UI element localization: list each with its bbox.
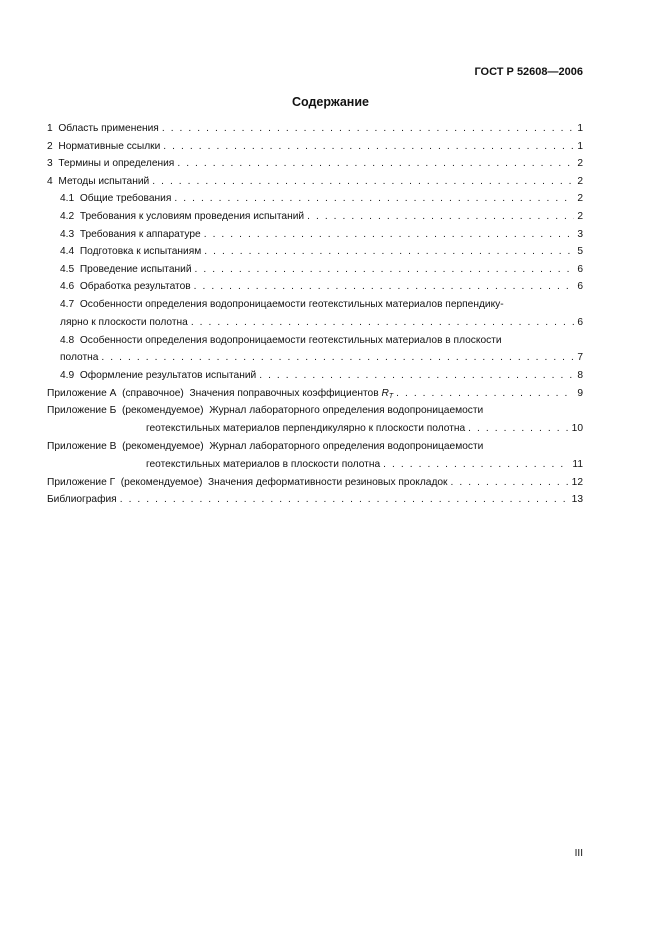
toc-num: 4.8 <box>60 334 75 346</box>
appendix-label: Приложение Г <box>47 476 116 488</box>
toc-text: Проведение испытаний <box>79 263 192 275</box>
page-number: III <box>574 848 583 859</box>
leader-dots <box>204 226 575 244</box>
toc-page: 6 <box>577 281 583 293</box>
toc-page: 8 <box>577 370 583 382</box>
toc-num: 4.1 <box>60 193 75 205</box>
toc-num: 4 <box>47 175 53 187</box>
leader-dots <box>383 456 569 474</box>
toc-num: 4.6 <box>60 281 75 293</box>
leader-dots <box>195 261 575 279</box>
bibliography-entry[interactable] <box>47 491 583 509</box>
toc-page: 10 <box>571 422 583 434</box>
toc-text-continued: полотна <box>60 352 99 364</box>
toc-num: 4.2 <box>60 210 75 222</box>
toc-num: 3 <box>47 158 53 170</box>
page-title: Содержание <box>291 95 369 109</box>
appendix-text: Значения деформативности резиновых прокладок <box>208 476 448 488</box>
appendix-kind: (рекомендуемое) <box>122 440 204 452</box>
toc-entry[interactable] <box>47 278 583 296</box>
toc-num: 4.7 <box>60 298 75 310</box>
appendix-entry[interactable] <box>47 474 583 492</box>
toc-entry[interactable] <box>47 138 583 156</box>
toc-text: Оформление результатов испытаний <box>79 370 257 382</box>
appendix-label: Приложение А <box>47 387 117 399</box>
toc-entry[interactable] <box>47 226 583 244</box>
toc-page: 5 <box>577 246 583 258</box>
toc-text: Обработка результатов <box>79 281 191 293</box>
toc-page: 7 <box>577 352 583 364</box>
toc-page: 2 <box>577 158 583 170</box>
leader-dots <box>152 173 574 191</box>
toc-page: 2 <box>577 193 583 205</box>
toc-entry[interactable] <box>47 155 583 173</box>
toc-text: Особенности определения водопроницаемости геотекстильных материалов в плоскости <box>79 334 502 346</box>
leader-dots <box>451 474 569 492</box>
document-header: ГОСТ Р 52608—2006 <box>474 66 583 78</box>
toc-num: 4.9 <box>60 370 75 382</box>
leader-dots <box>163 138 574 156</box>
toc-text: Область применения <box>58 123 159 134</box>
toc-num: 4.4 <box>60 246 75 258</box>
appendix-kind: (рекомендуемое) <box>120 476 203 488</box>
leader-dots <box>468 420 569 438</box>
leader-dots <box>174 190 574 208</box>
appendix-label: Приложение В <box>47 440 117 452</box>
leader-dots <box>177 155 574 173</box>
toc-entry[interactable] <box>47 367 583 385</box>
toc-num: 1 <box>47 123 53 134</box>
table-of-contents <box>47 120 583 509</box>
toc-entry[interactable] <box>47 261 583 279</box>
appendix-text: Значения поправочных коэффициентов <box>189 387 382 399</box>
toc-text: Общие требования <box>79 193 172 205</box>
toc-page: 12 <box>571 476 583 488</box>
bibliography-text: Библиография <box>47 494 117 506</box>
toc-entry[interactable] <box>47 120 583 138</box>
toc-text-continued: лярно к плоскости полотна <box>60 316 188 328</box>
toc-text: Особенности определения водопроницаемости геотекстильных материалов перпендику- <box>79 298 504 310</box>
toc-text: Нормативные ссылки <box>58 140 161 152</box>
leader-dots <box>120 491 569 509</box>
appendix-entry[interactable] <box>47 385 583 403</box>
toc-entry[interactable] <box>47 243 583 261</box>
appendix-entry[interactable] <box>47 438 583 474</box>
appendix-text: Журнал лабораторного определения водопроницаемости <box>209 440 484 452</box>
symbol-subscript: T <box>388 392 394 400</box>
toc-num: 2 <box>47 140 53 152</box>
toc-text: Термины и определения <box>58 158 175 170</box>
leader-dots <box>396 385 574 403</box>
toc-entry[interactable] <box>47 332 583 368</box>
toc-page: 2 <box>577 175 583 187</box>
appendix-kind: (рекомендуемое) <box>121 405 204 417</box>
leader-dots <box>194 278 575 296</box>
appendix-entry[interactable] <box>47 402 583 438</box>
leader-dots <box>204 243 574 261</box>
symbol-r: R <box>381 387 389 399</box>
toc-entry[interactable] <box>47 208 583 226</box>
toc-text: Требования к аппаратуре <box>79 228 201 240</box>
toc-page: 11 <box>572 458 583 470</box>
leader-dots <box>307 208 574 226</box>
appendix-kind: (справочное) <box>122 387 184 399</box>
leader-dots <box>259 367 574 385</box>
toc-text: Подготовка к испытаниям <box>79 246 202 258</box>
toc-text: Методы испытаний <box>58 175 150 187</box>
appendix-text-continued: геотекстильных материалов перпендикулярно к плоскости полотна <box>146 422 466 434</box>
leader-dots <box>162 120 575 138</box>
toc-num: 4.3 <box>60 228 75 240</box>
toc-page: 2 <box>577 210 583 222</box>
toc-page: 13 <box>571 494 583 506</box>
toc-entry[interactable] <box>47 190 583 208</box>
appendix-text: Журнал лабораторного определения водопроницаемости <box>209 405 484 417</box>
toc-page: 6 <box>577 316 583 328</box>
toc-page: 9 <box>577 387 583 399</box>
toc-page: 1 <box>577 123 583 134</box>
toc-page: 1 <box>577 140 583 152</box>
leader-dots <box>191 314 575 332</box>
toc-page: 6 <box>577 263 583 275</box>
toc-entry[interactable] <box>47 173 583 191</box>
toc-text: Требования к условиям проведения испытаний <box>79 210 305 222</box>
appendix-label: Приложение Б <box>47 405 117 417</box>
toc-num: 4.5 <box>60 263 75 275</box>
leader-dots <box>101 349 574 367</box>
toc-entry[interactable] <box>47 296 583 332</box>
toc-page: 3 <box>577 228 583 240</box>
appendix-text-continued: геотекстильных материалов в плоскости полотна <box>146 458 381 470</box>
